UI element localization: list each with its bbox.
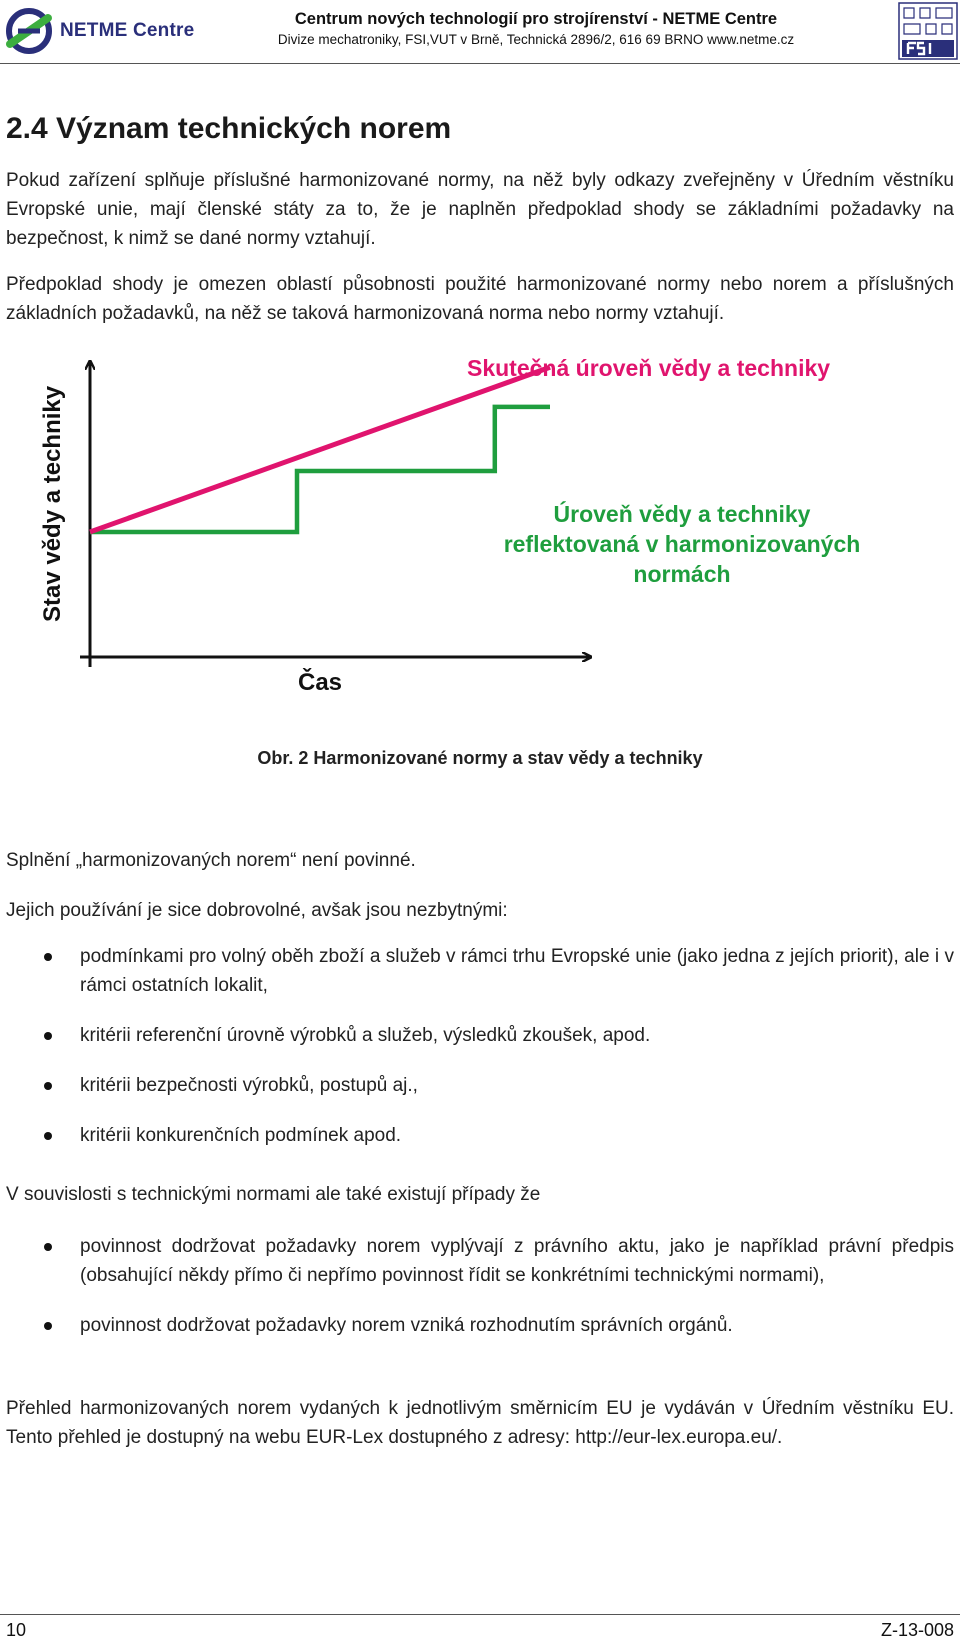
netme-logo-icon [4, 6, 54, 56]
bullet-icon [44, 1132, 52, 1140]
bullet-icon [44, 1322, 52, 1330]
list-item: podmínkami pro volný oběh zboží a služeb v rámci trhu Evropské unie (jako jedna z jejích priorit), ale i v rámci ostatních lokalit, [0, 942, 960, 1000]
norms-level-label-line-1: Úroveň vědy a techniky [553, 501, 811, 527]
section-title: 2.4 Význam technických norem [6, 112, 452, 145]
list-item: kritérii bezpečnosti výrobků, postupů aj., [0, 1071, 960, 1100]
y-axis-label: Stav vědy a techniky [39, 385, 66, 622]
paragraph-2: Předpoklad shody je omezen oblastí působnosti použité harmonizované normy nebo norem a příslušných základních požadavků, na něž se taková harmonizovaná norma nebo normy vztahují. [6, 274, 954, 324]
bullet-icon [44, 1082, 52, 1090]
text-line-3: V souvislosti s technickými normami ale také existují případy že [6, 1184, 541, 1205]
standards-chart [30, 352, 930, 727]
actual-level-label: Skutečná úroveň vědy a techniky [467, 355, 831, 381]
text-line-1: Splnění „harmonizovaných norem“ není povinné. [6, 850, 416, 871]
bullet-icon [44, 953, 52, 961]
fsi-logo-icon [898, 2, 958, 60]
requirements-list [0, 942, 960, 1171]
paragraph-3: Přehled harmonizovaných norem vydaných k jednotlivým směrnicím EU je vydáván v Úředním věstníku EU. Tento přehled je dostupný na webu EUR-Lex dostupného z adresy: http://eur-lex.europa.eu/. [6, 1398, 954, 1448]
page-header [0, 0, 960, 64]
obligations-list [0, 1232, 960, 1361]
bullet-icon [44, 1243, 52, 1251]
list-item: povinnost dodržovat požadavky norem vzniká rozhodnutím správních orgánů. [0, 1311, 960, 1340]
bullet-icon [44, 1032, 52, 1040]
header-center [266, 10, 806, 47]
netme-logo [4, 6, 204, 56]
actual-level-line [90, 367, 550, 532]
paragraph-1: Pokud zařízení splňuje příslušné harmonizované normy, na něž byly odkazy zveřejněny v Úředním věstníku Evropské unie, mají členské státy za to, že je naplněn předpoklad shody se základními požadavky na bezpečnost, k nimž se dané normy vztahují. [6, 170, 954, 249]
document-code: Z-13-008 [880, 1620, 954, 1640]
x-axis-label: Čas [298, 669, 343, 696]
footer-rule [0, 1614, 960, 1615]
header-title: Centrum nových technologií pro strojírenství - NETME Centre [294, 10, 778, 28]
norms-level-label-line-3: normách [633, 561, 731, 587]
list-item: kritérii konkurenčních podmínek apod. [0, 1121, 960, 1150]
list-item: kritérii referenční úrovně výrobků a služeb, výsledků zkoušek, apod. [0, 1021, 960, 1050]
norms-step-line [90, 407, 550, 532]
norms-level-label-line-2: reflektovaná v harmonizovaných [503, 531, 861, 557]
figure-caption: Obr. 2 Harmonizované normy a stav vědy a techniky [257, 748, 703, 768]
list-item: povinnost dodržovat požadavky norem vyplývají z právního aktu, jako je například právní předpis (obsahující někdy přímo či nepřímo povinnost řídit se konkrétními technickými normami), [0, 1232, 960, 1290]
header-rule [0, 63, 960, 64]
logo-text: NETME Centre [60, 20, 195, 41]
header-subtitle: Divize mechatroniky, FSI,VUT v Brně, Technická 2896/2, 616 69 BRNO www.netme.cz [277, 32, 795, 47]
page-number: 10 [6, 1620, 27, 1640]
text-line-2: Jejich používání je sice dobrovolné, avšak jsou nezbytnými: [6, 900, 508, 921]
